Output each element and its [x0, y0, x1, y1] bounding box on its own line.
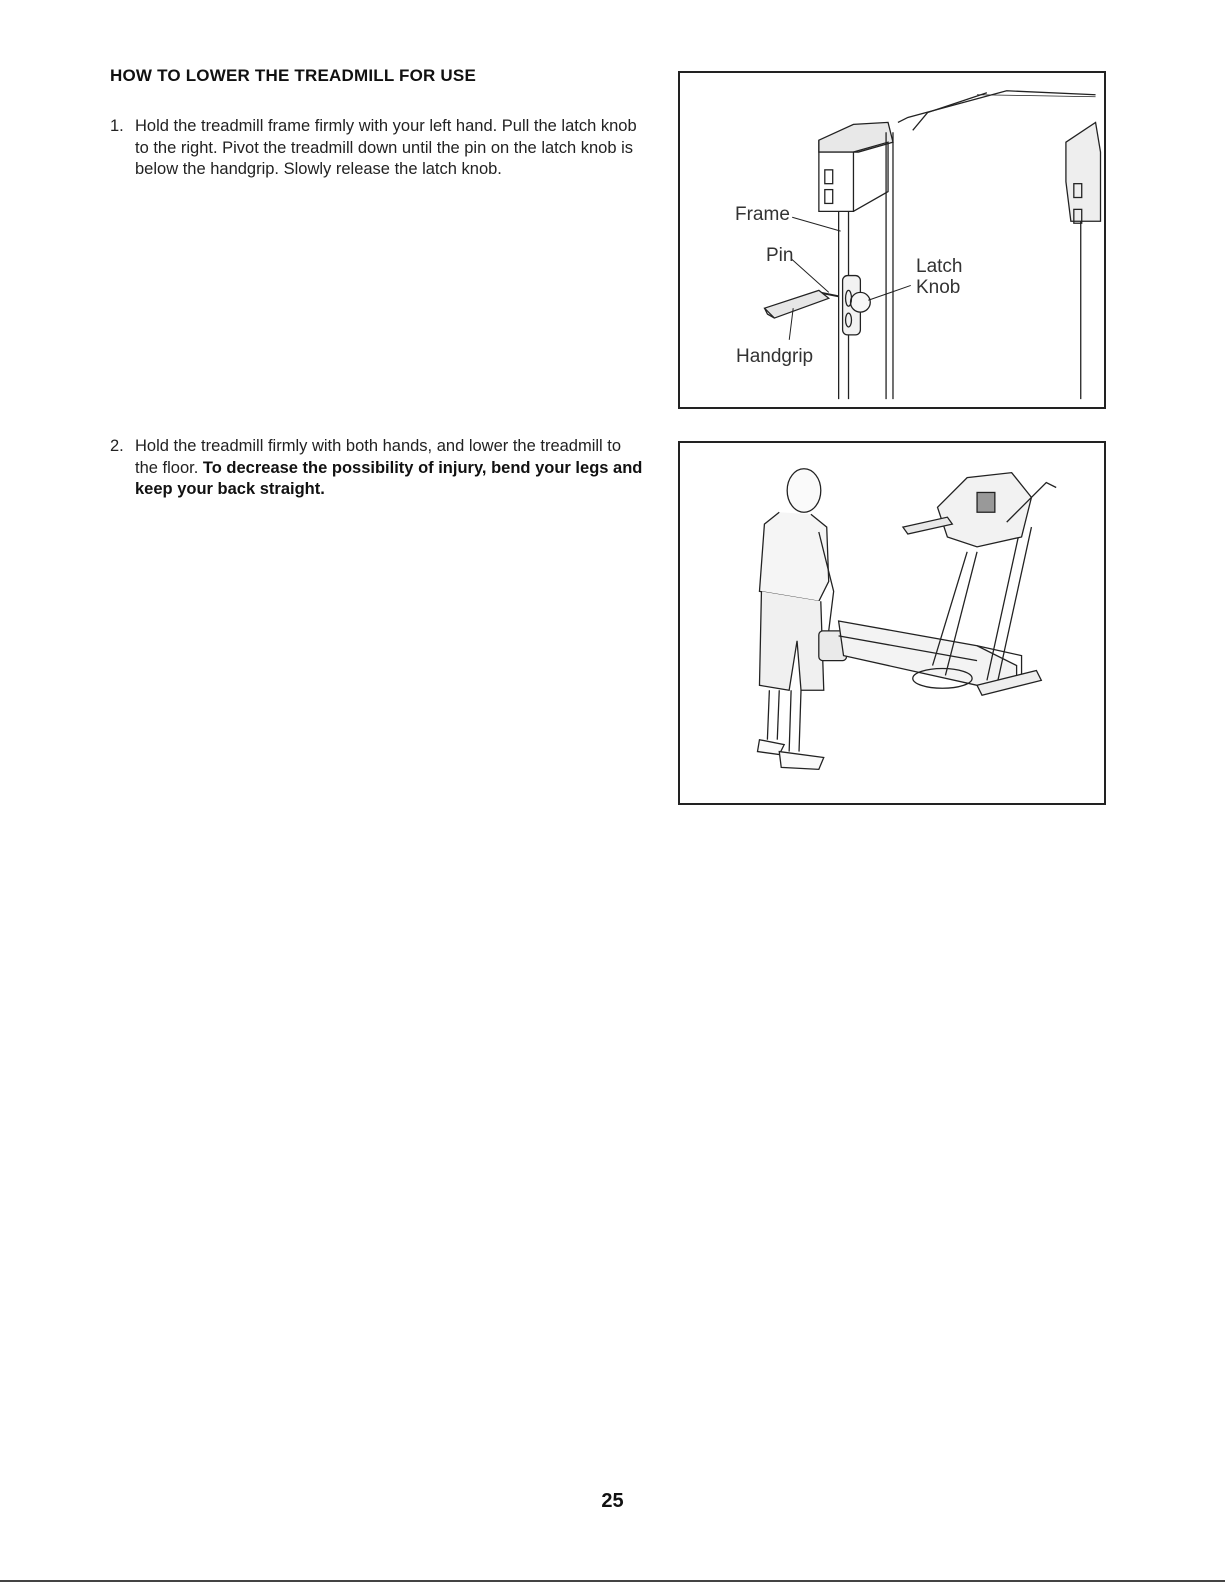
- latch-knob-label: Latch Knob: [916, 256, 963, 298]
- step-1: [110, 116, 645, 181]
- step-number: 2.: [110, 437, 124, 455]
- step-body: Hold the treadmill firmly with both hands, and lower the treadmill to the floor.: [135, 437, 622, 477]
- safety-warning: To decrease the possibility of injury, bend your legs and keep your back straight.: [135, 458, 643, 498]
- step-text: [135, 436, 645, 501]
- handgrip-label: Handgrip: [736, 346, 814, 367]
- pin-label: Pin: [766, 245, 794, 266]
- step-2: [110, 436, 645, 501]
- bottom-rule: [0, 1580, 1225, 1582]
- page-number: 25: [601, 1490, 624, 1512]
- step-body: Hold the treadmill frame firmly with your left hand. Pull the latch knob to the right. Pivot the treadmill down until the pin on the latch knob is below the handgrip. Slowly release the latch knob.: [135, 117, 637, 178]
- latch-knob-illustration: [678, 71, 1106, 409]
- step-text: [135, 116, 645, 181]
- step-number: 1.: [110, 117, 124, 135]
- section-heading: HOW TO LOWER THE TREADMILL FOR USE: [110, 66, 476, 85]
- person-lowering-treadmill-drawing: [680, 443, 1104, 803]
- frame-label: Frame: [735, 204, 790, 225]
- lowering-treadmill-illustration: [678, 441, 1106, 805]
